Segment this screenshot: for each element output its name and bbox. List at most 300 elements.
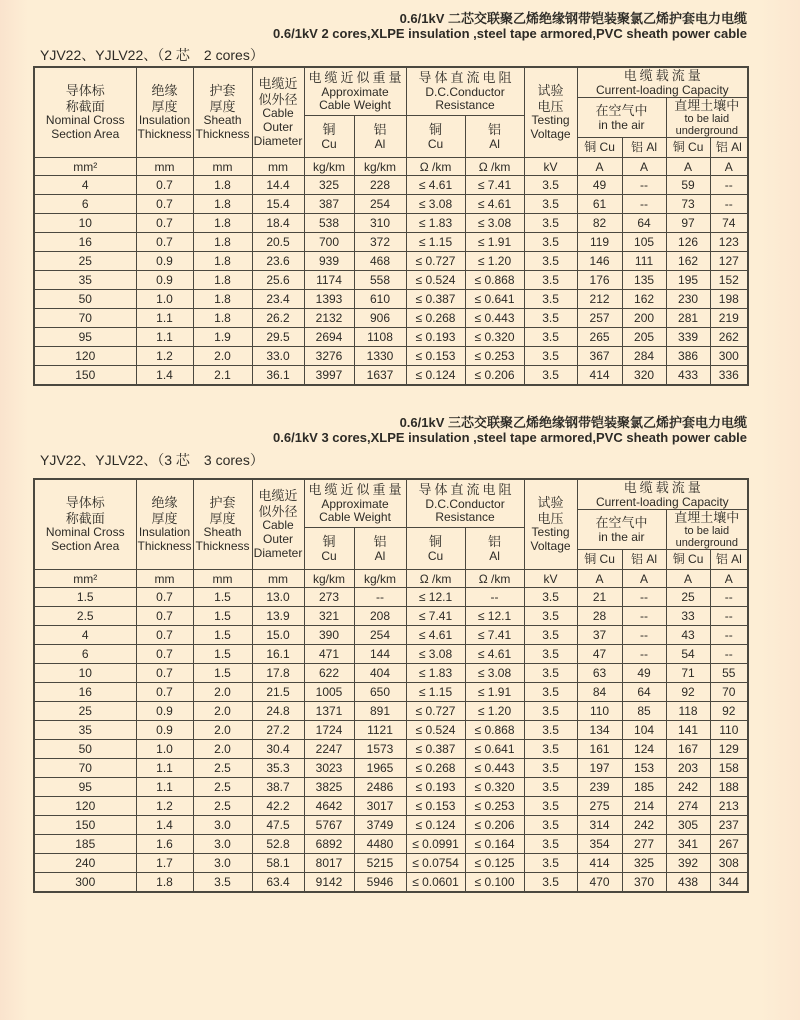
table-cell: 3.5 — [524, 309, 577, 328]
table-cell: 308 — [710, 854, 748, 873]
group-header-weight: 电缆近似重量 Approximate Cable Weight — [304, 67, 406, 116]
table-cell: 13.0 — [252, 588, 304, 607]
table-cell: 2.0 — [193, 721, 252, 740]
table-cell: 370 — [622, 873, 666, 893]
table-cell: ≤ 0.320 — [465, 328, 524, 347]
table-cell: 185 — [622, 778, 666, 797]
unit-cell: mm — [252, 570, 304, 588]
table-cell: ≤ 0.100 — [465, 873, 524, 893]
table-cell: 92 — [710, 702, 748, 721]
table-cell: 47 — [577, 645, 622, 664]
table-cell: 5946 — [354, 873, 406, 893]
table-cell: 167 — [666, 740, 710, 759]
table-cell: 404 — [354, 664, 406, 683]
table-cell: 3.5 — [524, 328, 577, 347]
table-cell: 1.2 — [136, 797, 193, 816]
table-cell: 254 — [354, 195, 406, 214]
table-cell: ≤ 7.41 — [465, 176, 524, 195]
table-cell: ≤ 0.253 — [465, 347, 524, 366]
table-cell: 321 — [304, 607, 354, 626]
unit-cell: mm² — [34, 570, 136, 588]
table-cell: 1393 — [304, 290, 354, 309]
table-cell: 24.8 — [252, 702, 304, 721]
table-cell: 237 — [710, 816, 748, 835]
table-cell: ≤ 0.193 — [406, 328, 465, 347]
table-row — [34, 271, 748, 290]
table-cell: 84 — [577, 683, 622, 702]
table-cell: ≤ 3.08 — [406, 645, 465, 664]
table-cell: 35 — [34, 721, 136, 740]
table-cell: 33 — [666, 607, 710, 626]
table-cell: 3023 — [304, 759, 354, 778]
table-cell: 25 — [34, 252, 136, 271]
table-cell: 135 — [622, 271, 666, 290]
table-cell: 372 — [354, 233, 406, 252]
table-cell: 3.5 — [524, 645, 577, 664]
table-cell: ≤ 1.83 — [406, 664, 465, 683]
table-cell: 104 — [622, 721, 666, 740]
table-cell: 1108 — [354, 328, 406, 347]
col-header-insulation: 绝缘 厚度 Insulation Thickness — [136, 67, 193, 158]
table-cell: 1724 — [304, 721, 354, 740]
table-cell: 325 — [304, 176, 354, 195]
table-cell: 2.0 — [193, 347, 252, 366]
table-cell: 1.8 — [193, 176, 252, 195]
table-cell: 105 — [622, 233, 666, 252]
table-cell: 2.0 — [193, 702, 252, 721]
table-cell: 3.0 — [193, 854, 252, 873]
group-header-resistance: 导体直流电阻 D.C.Conductor Resistance — [406, 479, 524, 528]
table-cell: 26.2 — [252, 309, 304, 328]
group-header-weight: 电缆近似重量 Approximate Cable Weight — [304, 479, 406, 528]
table-cell: -- — [710, 645, 748, 664]
group-header-resistance: 导体直流电阻 D.C.Conductor Resistance — [406, 67, 524, 116]
table-cell: 242 — [622, 816, 666, 835]
table-cell: 126 — [666, 233, 710, 252]
table-cell: 610 — [354, 290, 406, 309]
table-cell: 2.5 — [193, 778, 252, 797]
table-cell: ≤ 1.15 — [406, 683, 465, 702]
table-cell: ≤ 0.387 — [406, 290, 465, 309]
table-cell: 2694 — [304, 328, 354, 347]
table-cell: 300 — [710, 347, 748, 366]
table-cell: 1.4 — [136, 816, 193, 835]
table-cell: 1.8 — [193, 233, 252, 252]
table-cell: ≤ 1.91 — [465, 683, 524, 702]
table-cell: ≤ 0.268 — [406, 309, 465, 328]
col-header-diameter: 电缆近 似外径 Cable Outer Diameter — [252, 479, 304, 570]
table-cell: 242 — [666, 778, 710, 797]
table-cell: 198 — [710, 290, 748, 309]
table-row — [34, 835, 748, 854]
table-cell: 3.5 — [524, 176, 577, 195]
table-cell: 63.4 — [252, 873, 304, 893]
table-cell: 16.1 — [252, 645, 304, 664]
table-cell: 141 — [666, 721, 710, 740]
table-cell: -- — [622, 176, 666, 195]
table-cell: 3.5 — [524, 233, 577, 252]
table-cell: 240 — [34, 854, 136, 873]
table-cell: 20.5 — [252, 233, 304, 252]
table-cell: 3.5 — [524, 702, 577, 721]
table-cell: 392 — [666, 854, 710, 873]
table-cell: ≤ 0.124 — [406, 816, 465, 835]
table-cell: 95 — [34, 778, 136, 797]
table-cell: 3.5 — [524, 740, 577, 759]
table-cell: 281 — [666, 309, 710, 328]
table-cell: 33.0 — [252, 347, 304, 366]
table-cell: 433 — [666, 366, 710, 386]
group-header-capacity: 电缆载流量 Current-loading Capacity — [577, 67, 748, 98]
table-cell: ≤ 1.83 — [406, 214, 465, 233]
table-cell: 4 — [34, 626, 136, 645]
unit-cell: kV — [524, 158, 577, 176]
col-header-diameter: 电缆近 似外径 Cable Outer Diameter — [252, 67, 304, 158]
section2-title-zh: 0.6/1kV 三芯交联聚乙烯绝缘钢带铠装聚氯乙烯护套电力电缆 — [399, 415, 747, 430]
table-cell: ≤ 1.91 — [465, 233, 524, 252]
table-cell: 13.9 — [252, 607, 304, 626]
table-cell: 0.7 — [136, 664, 193, 683]
table-row — [34, 664, 748, 683]
table-cell: 54 — [666, 645, 710, 664]
table-cell: 6 — [34, 195, 136, 214]
table-row — [34, 778, 748, 797]
table-cell: 939 — [304, 252, 354, 271]
table-cell: 1.8 — [193, 195, 252, 214]
table-cell: 49 — [577, 176, 622, 195]
subheader-air: 在空气中 in the air — [577, 98, 666, 138]
table-cell: 3825 — [304, 778, 354, 797]
table-cell: 43 — [666, 626, 710, 645]
table-cell: 2.0 — [193, 740, 252, 759]
table-cell: 8017 — [304, 854, 354, 873]
unit-cell: A — [577, 570, 622, 588]
table-row — [34, 607, 748, 626]
table-cell: 3.5 — [524, 778, 577, 797]
subheader-underground-al: 铝 Al — [710, 550, 748, 570]
table-cell: 95 — [34, 328, 136, 347]
table-cell: 1.1 — [136, 778, 193, 797]
table-cell: 1.5 — [193, 645, 252, 664]
table-cell: 14.4 — [252, 176, 304, 195]
col-header-voltage: 试验 电压 Testing Voltage — [524, 479, 577, 570]
table-cell: 212 — [577, 290, 622, 309]
table-cell: 1.4 — [136, 366, 193, 386]
table-cell: 200 — [622, 309, 666, 328]
subheader-underground-al: 铝 Al — [710, 138, 748, 158]
table-cell: 1.8 — [193, 290, 252, 309]
subheader-resistance-al: 铝 Al — [465, 528, 524, 570]
table-cell: ≤ 0.153 — [406, 347, 465, 366]
table-cell: 1.5 — [193, 588, 252, 607]
table-cell: 275 — [577, 797, 622, 816]
table-row — [34, 195, 748, 214]
table-cell: 267 — [710, 835, 748, 854]
table-row — [34, 588, 748, 607]
table-cell: 1.5 — [34, 588, 136, 607]
unit-cell: Ω /km — [406, 158, 465, 176]
table-row — [34, 721, 748, 740]
subheader-underground: 直埋土壤中 to be laid underground — [666, 510, 748, 550]
table-cell: 158 — [710, 759, 748, 778]
table-cell: 0.9 — [136, 252, 193, 271]
table-cell: 17.8 — [252, 664, 304, 683]
table-cell: 1121 — [354, 721, 406, 740]
table-row — [34, 309, 748, 328]
unit-cell: A — [622, 570, 666, 588]
table-cell: ≤ 7.41 — [465, 626, 524, 645]
table-cell: 1330 — [354, 347, 406, 366]
table-cell: 188 — [710, 778, 748, 797]
section2-model-line: YJV22、YJLV22、（3 芯 3 cores） — [40, 452, 264, 468]
table-cell: 9142 — [304, 873, 354, 893]
table-cell: ≤ 0.0991 — [406, 835, 465, 854]
table-cell: 3.5 — [524, 588, 577, 607]
table-cell: 71 — [666, 664, 710, 683]
table-cell: 146 — [577, 252, 622, 271]
table-row — [34, 366, 748, 386]
table-cell: 2.5 — [193, 797, 252, 816]
table-cell: ≤ 3.08 — [406, 195, 465, 214]
table-cell: 50 — [34, 740, 136, 759]
table-cell: ≤ 0.0754 — [406, 854, 465, 873]
table-cell: 891 — [354, 702, 406, 721]
unit-cell: mm² — [34, 158, 136, 176]
subheader-weight-cu: 铜 Cu — [304, 528, 354, 570]
table-cell: 1.0 — [136, 290, 193, 309]
table-cell: 414 — [577, 854, 622, 873]
table-cell: 118 — [666, 702, 710, 721]
table-cell: 64 — [622, 683, 666, 702]
table-cell: 23.6 — [252, 252, 304, 271]
table-cell: 254 — [354, 626, 406, 645]
table-cell: 15.4 — [252, 195, 304, 214]
table-cell: 538 — [304, 214, 354, 233]
table-cell: 354 — [577, 835, 622, 854]
table-cell: 74 — [710, 214, 748, 233]
table-cell: 2.0 — [193, 683, 252, 702]
table-cell: -- — [710, 626, 748, 645]
section1-title-zh: 0.6/1kV 二芯交联聚乙烯绝缘钢带铠装聚氯乙烯护套电力电缆 — [399, 11, 747, 26]
table-cell: ≤ 0.868 — [465, 271, 524, 290]
unit-cell: A — [710, 570, 748, 588]
table-cell: 3.5 — [524, 366, 577, 386]
unit-cell: kg/km — [354, 570, 406, 588]
table-cell: 390 — [304, 626, 354, 645]
table-cell: 3.5 — [524, 816, 577, 835]
table-cell: ≤ 0.253 — [465, 797, 524, 816]
table-cell: 3.5 — [524, 854, 577, 873]
table-cell: 110 — [710, 721, 748, 740]
table-cell: 124 — [622, 740, 666, 759]
table-cell: 906 — [354, 309, 406, 328]
table-cell: 386 — [666, 347, 710, 366]
table-cell: ≤ 0.727 — [406, 252, 465, 271]
table-cell: 195 — [666, 271, 710, 290]
table-cell: 1.8 — [193, 214, 252, 233]
table-cell: 1005 — [304, 683, 354, 702]
table-cell: 1.7 — [136, 854, 193, 873]
table-cell: 49 — [622, 664, 666, 683]
table-cell: 6 — [34, 645, 136, 664]
table-cell: 70 — [34, 759, 136, 778]
table-cell: 387 — [304, 195, 354, 214]
table-cell: ≤ 7.41 — [406, 607, 465, 626]
table-cell: 153 — [622, 759, 666, 778]
table-cell: 119 — [577, 233, 622, 252]
table-cell: ≤ 0.125 — [465, 854, 524, 873]
table-cell: 471 — [304, 645, 354, 664]
section1-title-en: 0.6/1kV 2 cores,XLPE insulation ,steel tape armored,PVC sheath power cable — [273, 26, 747, 41]
table-cell: ≤ 4.61 — [465, 195, 524, 214]
unit-cell: mm — [252, 158, 304, 176]
table-cell: 1.8 — [193, 309, 252, 328]
table-row — [34, 759, 748, 778]
table-cell: 1965 — [354, 759, 406, 778]
unit-cell: mm — [136, 570, 193, 588]
table-cell: 203 — [666, 759, 710, 778]
table-cell: 3.5 — [524, 290, 577, 309]
table-cell: 0.7 — [136, 214, 193, 233]
table-cell: 21 — [577, 588, 622, 607]
table-cell: 700 — [304, 233, 354, 252]
table-cell: 228 — [354, 176, 406, 195]
table-cell: 127 — [710, 252, 748, 271]
table-row — [34, 645, 748, 664]
table-cell: 214 — [622, 797, 666, 816]
col-header-insulation: 绝缘 厚度 Insulation Thickness — [136, 479, 193, 570]
table-cell: 0.7 — [136, 588, 193, 607]
table-cell: 344 — [710, 873, 748, 893]
table-cell: 1.8 — [136, 873, 193, 893]
table-cell: 1.2 — [136, 347, 193, 366]
table-row — [34, 797, 748, 816]
subheader-underground-cu: 铜 Cu — [666, 138, 710, 158]
table-cell: 205 — [622, 328, 666, 347]
table-cell: 4 — [34, 176, 136, 195]
table-cell: 50 — [34, 290, 136, 309]
table-cell: -- — [465, 588, 524, 607]
table-cell: 325 — [622, 854, 666, 873]
table-cell: 468 — [354, 252, 406, 271]
table-cell: -- — [354, 588, 406, 607]
table-cell: 16 — [34, 683, 136, 702]
table-cell: ≤ 0.206 — [465, 366, 524, 386]
table-cell: ≤ 0.727 — [406, 702, 465, 721]
table-row — [34, 626, 748, 645]
unit-cell: mm — [193, 570, 252, 588]
table-cell: 10 — [34, 664, 136, 683]
table-cell: 1.8 — [193, 271, 252, 290]
table-cell: 4642 — [304, 797, 354, 816]
table-cell: ≤ 0.268 — [406, 759, 465, 778]
table-cell: ≤ 0.524 — [406, 721, 465, 740]
table-cell: 73 — [666, 195, 710, 214]
table-cell: 438 — [666, 873, 710, 893]
table-cell: 3.5 — [524, 347, 577, 366]
table-cell: 0.7 — [136, 195, 193, 214]
table-cell: 3017 — [354, 797, 406, 816]
table-cell: 59 — [666, 176, 710, 195]
table-cell: ≤ 1.20 — [465, 252, 524, 271]
table-cell: 1.1 — [136, 309, 193, 328]
table-cell: 0.7 — [136, 645, 193, 664]
table-cell: 3.0 — [193, 835, 252, 854]
subheader-underground: 直埋土壤中 to be laid underground — [666, 98, 748, 138]
table-cell: 25.6 — [252, 271, 304, 290]
subheader-resistance-cu: 铜 Cu — [406, 528, 465, 570]
subheader-air-cu: 铜 Cu — [577, 138, 622, 158]
table-cell: 1.5 — [193, 626, 252, 645]
table-cell: 61 — [577, 195, 622, 214]
table-cell: 262 — [710, 328, 748, 347]
table-cell: 341 — [666, 835, 710, 854]
table-cell: 1.1 — [136, 759, 193, 778]
table-cell: 30.4 — [252, 740, 304, 759]
table-cell: -- — [710, 588, 748, 607]
table-cell: 2.5 — [193, 759, 252, 778]
table-cell: 1174 — [304, 271, 354, 290]
spec-table-2core — [33, 66, 749, 386]
table-cell: 3.5 — [524, 835, 577, 854]
table-cell: 558 — [354, 271, 406, 290]
table-cell: 29.5 — [252, 328, 304, 347]
table-cell: 15.0 — [252, 626, 304, 645]
table-cell: -- — [710, 607, 748, 626]
subheader-air-cu: 铜 Cu — [577, 550, 622, 570]
unit-cell: Ω /km — [465, 570, 524, 588]
table-cell: 2486 — [354, 778, 406, 797]
col-header-nominal: 导体标 称截面 Nominal Cross Section Area — [34, 479, 136, 570]
table-cell: 3.5 — [524, 721, 577, 740]
unit-cell: A — [622, 158, 666, 176]
table-cell: 3749 — [354, 816, 406, 835]
table-cell: 284 — [622, 347, 666, 366]
unit-cell: kg/km — [304, 570, 354, 588]
table-cell: 6892 — [304, 835, 354, 854]
table-cell: 336 — [710, 366, 748, 386]
table-cell: 47.5 — [252, 816, 304, 835]
table-cell: 37 — [577, 626, 622, 645]
table-cell: 1.8 — [193, 252, 252, 271]
table-cell: 10 — [34, 214, 136, 233]
subheader-weight-al: 铝 Al — [354, 528, 406, 570]
table-cell: 1637 — [354, 366, 406, 386]
unit-cell: mm — [136, 158, 193, 176]
unit-cell: kV — [524, 570, 577, 588]
table-cell: ≤ 0.387 — [406, 740, 465, 759]
table-cell: 230 — [666, 290, 710, 309]
table-cell: 2247 — [304, 740, 354, 759]
table-cell: 16 — [34, 233, 136, 252]
table-cell: 152 — [710, 271, 748, 290]
table-cell: 273 — [304, 588, 354, 607]
table-cell: 1371 — [304, 702, 354, 721]
subheader-resistance-al: 铝 Al — [465, 116, 524, 158]
table-cell: 277 — [622, 835, 666, 854]
table-cell: ≤ 0.641 — [465, 290, 524, 309]
table-row — [34, 233, 748, 252]
table-cell: 28 — [577, 607, 622, 626]
col-header-sheath: 护套 厚度 Sheath Thickness — [193, 67, 252, 158]
table-cell: 144 — [354, 645, 406, 664]
unit-cell: A — [710, 158, 748, 176]
table-cell: 5215 — [354, 854, 406, 873]
table-cell: 219 — [710, 309, 748, 328]
table-cell: 1.5 — [193, 607, 252, 626]
table-cell: 650 — [354, 683, 406, 702]
unit-cell: kg/km — [304, 158, 354, 176]
